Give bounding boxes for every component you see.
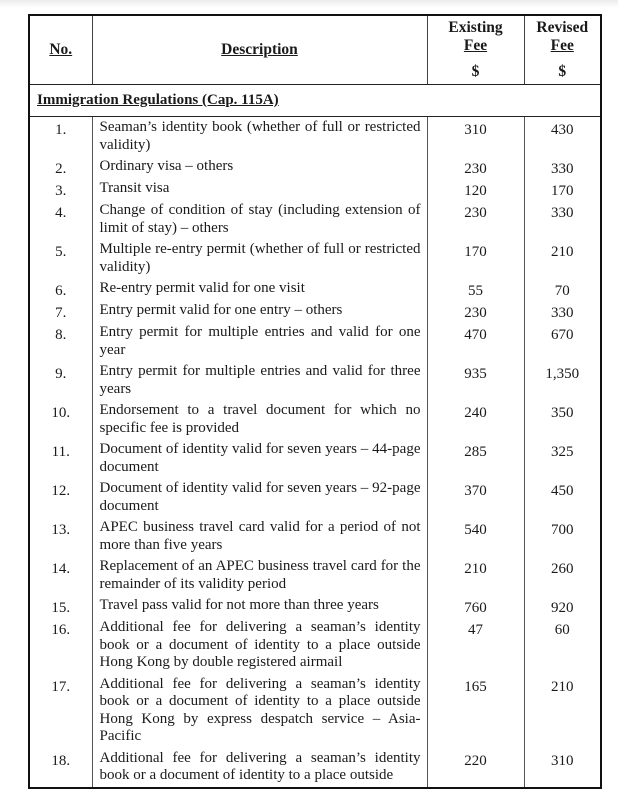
row-number: 10. — [29, 400, 92, 439]
row-number: 6. — [29, 278, 92, 300]
row-revised-fee: 330 — [524, 156, 601, 178]
row-revised-fee: 210 — [524, 239, 601, 278]
table-row — [29, 239, 601, 278]
row-revised-fee: 325 — [524, 439, 601, 478]
row-existing-fee: 47 — [427, 617, 524, 674]
row-existing-fee: 210 — [427, 556, 524, 595]
table-row — [29, 156, 601, 178]
row-description: Transit visa — [92, 178, 427, 200]
row-number: 17. — [29, 674, 92, 748]
row-number: 11. — [29, 439, 92, 478]
row-number: 8. — [29, 322, 92, 361]
row-revised-fee: 700 — [524, 517, 601, 556]
row-revised-fee: 330 — [524, 300, 601, 322]
row-description: Endorsement to a travel document for which no specific fee is provided — [92, 400, 427, 439]
table-row — [29, 478, 601, 517]
row-description: Travel pass valid for not more than three years — [92, 595, 427, 617]
row-existing-fee: 935 — [427, 361, 524, 400]
row-revised-fee: 70 — [524, 278, 601, 300]
table-row — [29, 117, 601, 157]
row-description: Re-entry permit valid for one visit — [92, 278, 427, 300]
viewer-top-edge — [0, 0, 618, 8]
row-number: 4. — [29, 200, 92, 239]
row-description: Additional fee for delivering a seaman’s identity book or a document of identity to a place outside Hong Kong by double registered airmail — [92, 617, 427, 674]
row-number: 7. — [29, 300, 92, 322]
row-revised-fee: 1,350 — [524, 361, 601, 400]
table-row — [29, 322, 601, 361]
row-revised-fee: 920 — [524, 595, 601, 617]
table-row — [29, 595, 601, 617]
header-no: No. — [29, 15, 92, 85]
row-revised-fee: 170 — [524, 178, 601, 200]
row-existing-fee: 55 — [427, 278, 524, 300]
table-row — [29, 278, 601, 300]
table-row — [29, 178, 601, 200]
row-existing-fee: 220 — [427, 748, 524, 788]
table-row — [29, 748, 601, 788]
fee-table — [28, 14, 602, 789]
row-number: 16. — [29, 617, 92, 674]
row-revised-fee: 260 — [524, 556, 601, 595]
row-number: 2. — [29, 156, 92, 178]
row-description: Entry permit valid for one entry – others — [92, 300, 427, 322]
table-row — [29, 361, 601, 400]
header-description: Description — [92, 15, 427, 85]
row-description: Multiple re-entry permit (whether of full or restricted validity) — [92, 239, 427, 278]
row-description: Additional fee for delivering a seaman’s identity book or a document of identity to a place outside Hong Kong by express despatch service – Asia-Pacific — [92, 674, 427, 748]
row-description: Ordinary visa – others — [92, 156, 427, 178]
row-description: Entry permit for multiple entries and valid for one year — [92, 322, 427, 361]
row-number: 1. — [29, 117, 92, 157]
row-description: Entry permit for multiple entries and valid for three years — [92, 361, 427, 400]
row-existing-fee: 540 — [427, 517, 524, 556]
row-revised-fee: 210 — [524, 674, 601, 748]
table-row — [29, 517, 601, 556]
header-revised-fee: Revised Fee $ — [524, 15, 601, 85]
row-description: Seaman’s identity book (whether of full or restricted validity) — [92, 117, 427, 157]
row-number: 15. — [29, 595, 92, 617]
row-description: Document of identity valid for seven years – 92-page document — [92, 478, 427, 517]
row-revised-fee: 670 — [524, 322, 601, 361]
row-existing-fee: 760 — [427, 595, 524, 617]
row-description: APEC business travel card valid for a period of not more than five years — [92, 517, 427, 556]
row-description: Replacement of an APEC business travel card for the remainder of its validity period — [92, 556, 427, 595]
row-existing-fee: 370 — [427, 478, 524, 517]
row-number: 3. — [29, 178, 92, 200]
row-description: Additional fee for delivering a seaman’s identity book or a document of identity to a place outside — [92, 748, 427, 788]
section-title: Immigration Regulations (Cap. 115A) — [29, 85, 601, 117]
row-revised-fee: 430 — [524, 117, 601, 157]
row-existing-fee: 470 — [427, 322, 524, 361]
row-existing-fee: 230 — [427, 156, 524, 178]
row-existing-fee: 285 — [427, 439, 524, 478]
row-description: Document of identity valid for seven years – 44-page document — [92, 439, 427, 478]
row-number: 13. — [29, 517, 92, 556]
row-existing-fee: 170 — [427, 239, 524, 278]
row-revised-fee: 350 — [524, 400, 601, 439]
row-existing-fee: 230 — [427, 200, 524, 239]
section-heading-row — [29, 85, 601, 117]
row-existing-fee: 165 — [427, 674, 524, 748]
row-number: 14. — [29, 556, 92, 595]
row-existing-fee: 240 — [427, 400, 524, 439]
row-number: 9. — [29, 361, 92, 400]
table-row — [29, 556, 601, 595]
row-number: 5. — [29, 239, 92, 278]
row-number: 12. — [29, 478, 92, 517]
table-row — [29, 400, 601, 439]
row-description: Change of condition of stay (including extension of limit of stay) – others — [92, 200, 427, 239]
table-row — [29, 300, 601, 322]
row-revised-fee: 310 — [524, 748, 601, 788]
row-existing-fee: 310 — [427, 117, 524, 157]
table-row — [29, 439, 601, 478]
table-row — [29, 617, 601, 674]
row-revised-fee: 330 — [524, 200, 601, 239]
document-page — [28, 14, 602, 789]
table-row — [29, 200, 601, 239]
header-existing-fee: Existing Fee $ — [427, 15, 524, 85]
header-row — [29, 15, 601, 85]
row-number: 18. — [29, 748, 92, 788]
row-revised-fee: 450 — [524, 478, 601, 517]
row-existing-fee: 230 — [427, 300, 524, 322]
row-existing-fee: 120 — [427, 178, 524, 200]
row-revised-fee: 60 — [524, 617, 601, 674]
table-row — [29, 674, 601, 748]
